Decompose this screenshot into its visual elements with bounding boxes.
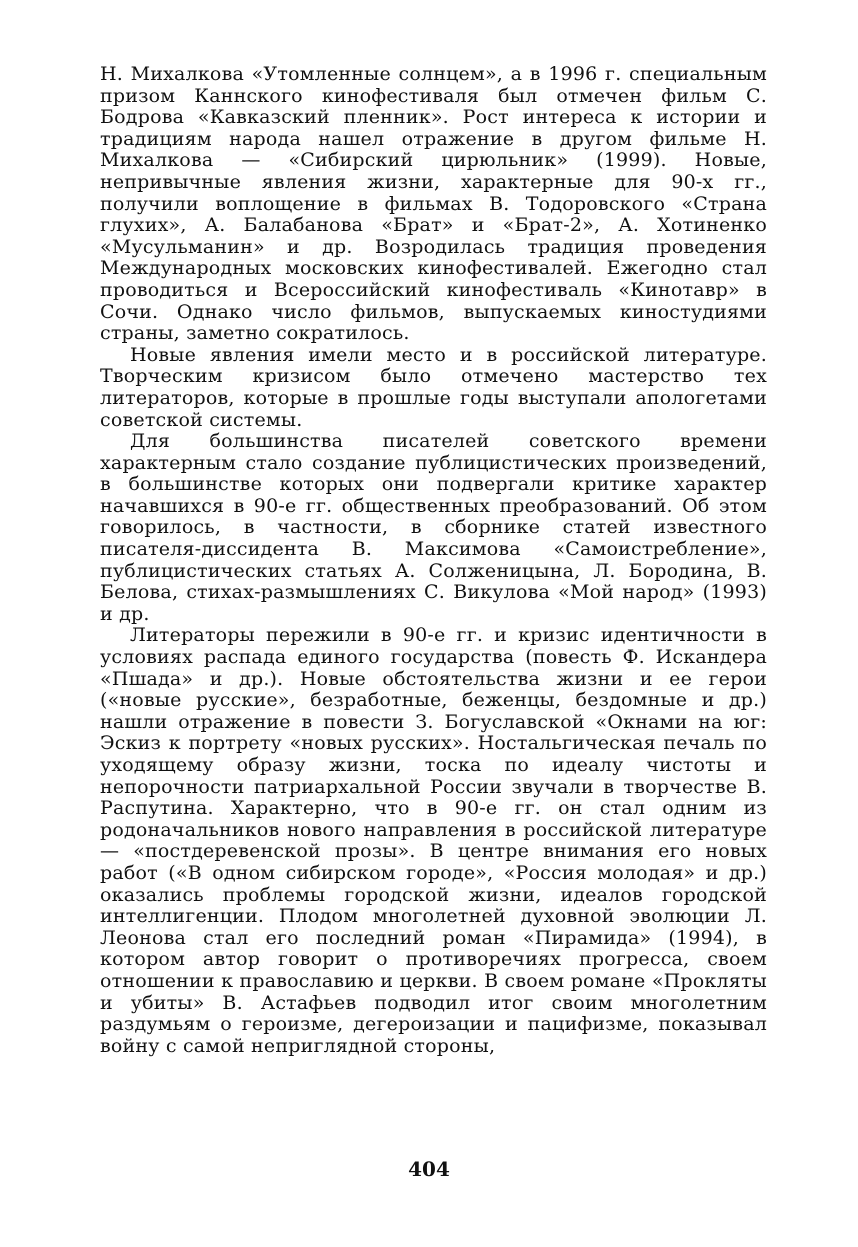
- paragraph-identity-crisis: Литераторы пережили в 90-е гг. и кризис идентичности в условиях распада единого государства (повесть Ф. Искандера «Пшада» и др.). Новые обстоятельства жизни и ее герои («новые русские», безработные, беженцы, бездомные и др.) нашли отражение в повести З. Богуславской «Окнами на юг: Эскиз к портрету «новых русских». Ностальгическая печаль по уходящему образу жизни, тоска по идеалу чистоты и непорочности патриархальной России звучали в творчестве В. Распутина. Характерно, что в 90-е гг. он стал одним из родоначальников нового направления в российской литературе — «постдеревенской прозы». В центре внимания его новых работ («В одном сибирском городе», «Россия молодая» и др.) оказались проблемы городской жизни, идеалов городской интеллигенции. Плодом многолетней духовной эволюции Л. Леонова стал его последний роман «Пирамида» (1994), в котором автор говорит о противоречиях прогресса, своем отношении к православию и церкви. В своем романе «Прокляты и убиты» В. Астафьев подводил итог своим многолетним раздумьям о героизме, дегероизации и пацифизме, показывал войну с самой неприглядной стороны,: [100, 624, 767, 1057]
- paragraph-publicistic-works: Для большинства писателей советского времени характерным стало создание публицистических произведений, в большинстве которых они подвергали критике характер начавшихся в 90-е гг. общественных преобразований. Об этом говорилось, в частности, в сборнике статей известного писателя-диссидента В. Максимова «Самоистребление», публицистических статьях А. Солженицына, Л. Бородина, В. Белова, стихах-размышлениях С. Викулова «Мой народ» (1993) и др.: [100, 430, 767, 625]
- page-number: 404: [408, 1157, 450, 1181]
- paragraph-literature-crisis: Новые явления имели место и в российской литературе. Творческим кризисом было отмечено мастерство тех литераторов, которые в прошлые годы выступали апологетами советской системы.: [100, 343, 767, 431]
- paragraph-continuation: Н. Михалкова «Утомленные солнцем», а в 1996 г. специальным призом Каннского кинофестиваля был отмечен фильм С. Бодрова «Кавказский пленник». Рост интереса к истории и традициям народа нашел отражение в другом фильме Н. Михалкова — «Сибирский цирюльник» (1999). Новые, непривычные явления жизни, характерные для 90-х гг., получили воплощение в фильмах В. Тодоровского «Страна глухих», А. Балабанова «Брат» и «Брат-2», А. Хотиненко «Мусульманин» и др. Возродилась традиция проведения Международных московских кинофестивалей. Ежегодно стал проводиться и Всероссийский кинофестиваль «Кинотавр» в Сочи. Однако число фильмов, выпускаемых киностудиями страны, заметно сократилось.: [100, 63, 767, 345]
- page-text-block: [100, 64, 767, 1057]
